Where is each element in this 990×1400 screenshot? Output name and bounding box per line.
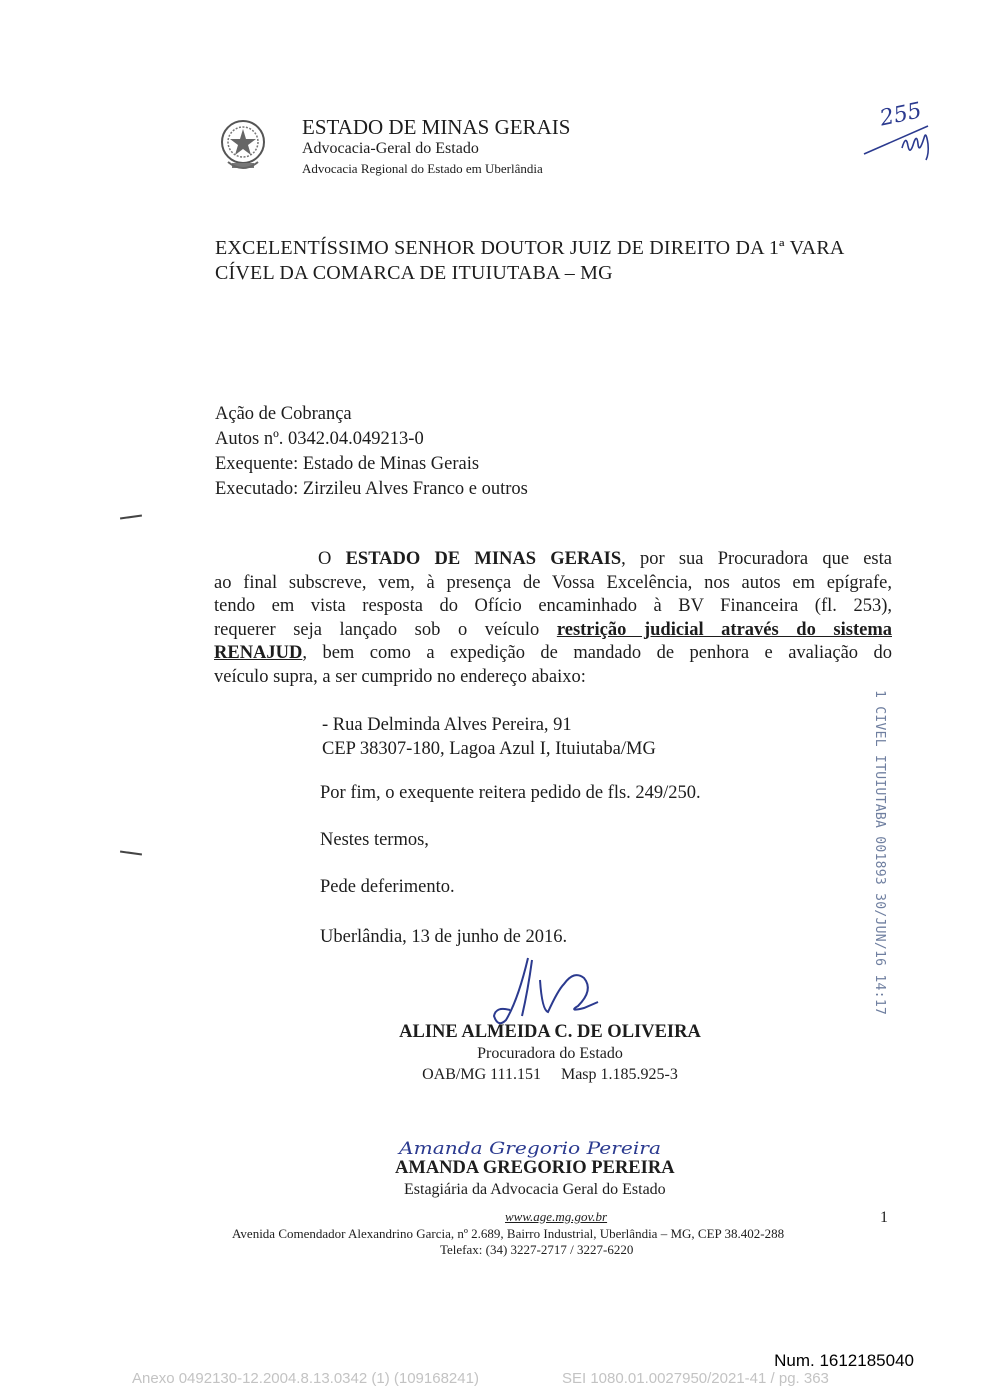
signatory-1-name: ALINE ALMEIDA C. DE OLIVEIRA [399, 1022, 701, 1042]
case-exequente: Exequente: Estado de Minas Gerais [215, 454, 480, 474]
signature-2-text: Amanda Gregorio Pereira [396, 1139, 661, 1159]
address-street: - Rua Delminda Alves Pereira, 91 [322, 715, 572, 735]
website-link[interactable]: www.age.mg.gov.br [505, 1209, 608, 1224]
signatory-2-title: Estagiária da Advocacia Geral do Estado [404, 1181, 666, 1198]
body-line: veículo supra, a ser cumprido no endereço abaixo: [214, 666, 586, 687]
body-paragraph [214, 548, 892, 689]
court-stamp-text: 1 CIVEL ITUIUTABA 001893 30/JUN/16 14:17 [872, 690, 887, 1016]
case-autos: Autos nº. 0342.04.049213-0 [215, 429, 424, 449]
body-line: O ESTADO DE MINAS GERAIS, por sua Procuradora que esta [318, 549, 892, 569]
body-line: tendo em vista resposta do Ofício encaminhado à BV Financeira (fl. 253), [214, 596, 892, 616]
header-agency: Advocacia-Geral do Estado [302, 140, 479, 157]
header-state: ESTADO DE MINAS GERAIS [302, 115, 571, 139]
addressee-line-2: CÍVEL DA COMARCA DE ITUIUTABA – MG [215, 262, 613, 284]
footer-phone: Telefax: (34) 3227-2717 / 3227-6220 [440, 1242, 634, 1257]
addressee [215, 236, 895, 286]
case-action: Ação de Cobrança [215, 404, 352, 424]
address-cep: CEP 38307-180, Lagoa Azul I, Ituiutaba/MG [322, 739, 656, 759]
signatory-2-name: AMANDA GREGORIO PEREIRA [395, 1158, 675, 1178]
signature-1 [488, 950, 608, 1030]
signatory-1-title: Procuradora do Estado [477, 1045, 623, 1062]
closing-reiterate: Por fim, o exequente reitera pedido de fls. 249/250. [320, 783, 701, 803]
margin-tick [120, 850, 142, 855]
body-line: ao final subscreve, vem, à presença de Vossa Excelência, nos autos em epígrafe, [214, 572, 892, 593]
closing-request: Pede deferimento. [320, 877, 455, 897]
page-number: 1 [880, 1209, 888, 1226]
sei-reference: SEI 1080.01.0027950/2021-41 / pg. 363 [562, 1370, 829, 1387]
system-footer [132, 1370, 862, 1387]
addressee-line-1: EXCELENTÍSSIMO SENHOR DOUTOR JUIZ DE DIREITO DA 1ª VARA [215, 237, 845, 259]
underlined-restriction: restrição judicial através do sistema [556, 619, 892, 640]
margin-tick [120, 514, 142, 519]
address-block [322, 713, 656, 761]
document-num: Num. 1612185040 [774, 1351, 914, 1370]
closing-terms: Nestes termos, [320, 830, 429, 850]
header-regional: Advocacia Regional do Estado em Uberlândia [302, 161, 543, 176]
footer-address: Avenida Comendador Alexandrino Garcia, nº 2.689, Bairro Industrial, Uberlândia – MG, CEP 38.402-288 [232, 1226, 785, 1241]
case-executado: Executado: Zirzileu Alves Franco e outros [215, 479, 528, 499]
page-mark-number: 255 [877, 98, 924, 132]
body-line: requerer seja lançado sob o veículo restrição judicial através do sistema [214, 619, 892, 640]
annex-reference: Anexo 0492130-12.2004.8.13.0342 (1) (109168241) [132, 1370, 479, 1387]
closing-date: Uberlândia, 13 de junho de 2016. [320, 927, 568, 947]
signatory-1-oab: OAB/MG 111.151 Masp 1.185.925-3 [422, 1066, 678, 1083]
court-stamp [867, 690, 891, 1016]
coat-of-arms-icon [218, 118, 268, 176]
case-info [215, 402, 528, 502]
handwritten-page-mark [858, 96, 948, 176]
underlined-renajud: RENAJUD [214, 643, 303, 663]
body-line: RENAJUD, bem como a expedição de mandado de penhora e avaliação do [214, 643, 892, 663]
state-name-bold: ESTADO DE MINAS GERAIS [345, 549, 622, 569]
